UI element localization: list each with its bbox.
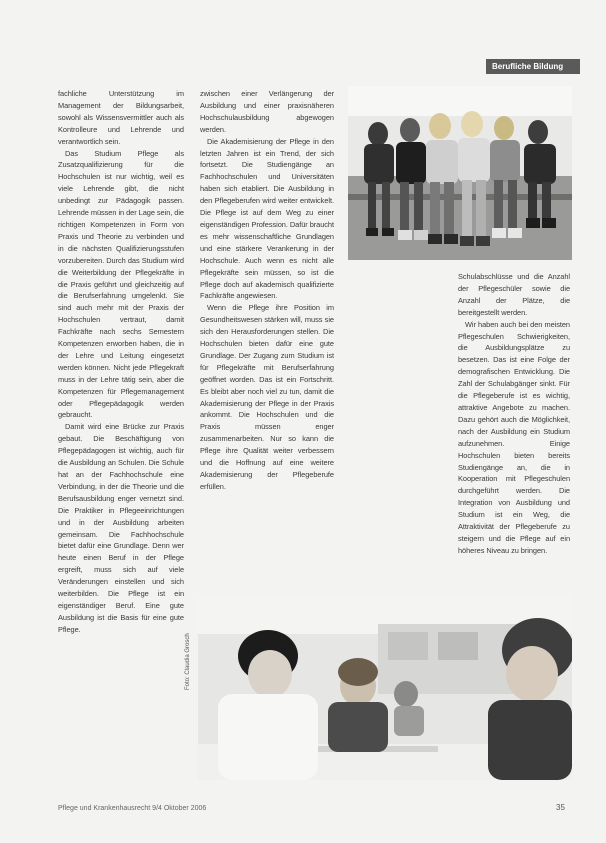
footer-journal: Pflege und Krankenhausrecht 9/4 Oktober 2006 [58, 805, 207, 812]
text-column-3 [458, 271, 570, 588]
paragraph: Das Studium Pflege als Zusatzqualifizierung für die Hochschulen ist nur wichtig, weil es viele Lehrende gibt, die nicht unbedingt zur Pädagogik passen. Lehrende müssen in der Lage sein, die richtigen Kompetenzen in Form von Praxis und Theorie zu verbinden und in die nächsten Qualifizierungsstufen vorzubereiten. Durch das Studium wird die Weiterbildung der Pflegekräfte in die Praxis geführt und gleichzeitig auf die Berufserfahrung umgelenkt. Sie sind auch mehr mit der Praxis der Hochschulen vertraut, damit Fachkräfte nach sechs Semestern Kompetenzen erworben haben, die in der Lehre und Leitung eingesetzt werden können. Nicht jede Pflegekraft muss in der Lehre tätig sein, aber die Kompetenzen für Pflegemanagement oder Pflegepädagogik werden gebraucht. [58, 148, 184, 420]
page-number: 35 [556, 803, 565, 812]
paragraph: Die Akademisierung der Pflege in den letzten Jahren ist ein Trend, der sich fortsetzt. Die Studiengänge an Fachhochschulen und Universitäten haben sich etabliert. Die Ausbildung in den Pflegeberufen wird weiter entwickelt. Die Pflege ist auf dem Weg zu einer eigenständigen Profession. Dafür braucht es mehr wissenschaftliche Grundlagen und eine stärkere Verankerung in der Hochschule. Auch wenn es nicht alle Pflegekräfte sein müssen, so ist die Pflege doch auf akademisch qualifizierte Fachkräfte angewiesen. [200, 136, 334, 301]
students-group-photo [348, 86, 572, 260]
students-classroom-photo [198, 594, 572, 780]
paragraph: zwischen einer Verlängerung der Ausbildung und einer praxisnäheren Hochschulausbildung abgewogen werden. [200, 89, 334, 134]
paragraph: Damit wird eine Brücke zur Praxis gebaut. Die Beschäftigung von Pflegepädagogen ist wichtig, auch für die Ausbildung an Schulen. Die Schule hat an der Fachhochschule eine Verbindung, in der die Theorie und die Berufsausbildung enger vernetzt sind. Die Praktiker in Pflegeeinrichtungen und in der Ausbildung arbeiten gemeinsam. Die Fachhochschule bietet dafür eine Grundlage. Denn wer heute einen Beruf in der Pflege ergreift, muss sich auf viele Veränderungen einstellen und sich weiterbilden. Die Pflege ist ein eigenständiger Beruf. Eine gute Ausbildung ist die Basis für eine gute Pflege. [58, 422, 184, 634]
paragraph: Schulabschlüsse und die Anzahl der Pflegeschüler sowie die Anzahl der Plätze, die bereitgestellt werden. [458, 272, 570, 317]
text-column-1 [58, 88, 184, 779]
section-label: Berufliche Bildung [486, 59, 580, 74]
paragraph: Wir haben auch bei den meisten Pflegeschulen Schwierigkeiten, die Ausbildungsplätze zu besetzen. Das ist eine Folge der demografischen Entwicklung. Die Zahl der Schulabgänger sinkt. Für die Pflegeberufe ist es wichtig, attraktive Angebote zu machen. Dazu gehört auch die Möglichkeit, nach der Ausbildung ein Studium aufzunehmen. Einige Hochschulen bieten bereits Studiengänge an, die in Kooperation mit Pflegeschulen durchgeführt werden. Die Integration von Ausbildung und Studium ist ein Weg, die Attraktivität der Pflegeberufe zu steigern und die Pflege auf ein höheres Niveau zu bringen. [458, 319, 570, 555]
paragraph: Wenn die Pflege ihre Position im Gesundheitswesen stärken will, muss sie sich den Herausforderungen stellen. Die Hochschulen bieten dafür eine gute Grundlage. Der Zugang zum Studium ist für Pflegekräfte mit Berufserfahrung geöffnet worden. Das ist ein Fortschritt. Es bleibt aber noch viel zu tun, damit die Akademisierung der Pflege in der Praxis ankommt. Die Hochschulen und die Praxis müssen enger zusammenarbeiten. Nur so kann die Pflege ihre Qualität weiter verbessern und die Hoffnung auf eine weitere Akademisierung der Pflegeberufe erfüllen. [200, 303, 334, 491]
paragraph: fachliche Unterstützung im Management der Bildungsarbeit, sowohl als Wissensvermittler auch als Kontrolleure und Lehrende und verantwortlich sein. [58, 89, 184, 146]
photo-illustration [198, 594, 572, 780]
text-column-2 [200, 88, 334, 586]
photo-illustration [348, 86, 572, 260]
photo-credit: Foto: Claudia Grosch [185, 633, 191, 690]
